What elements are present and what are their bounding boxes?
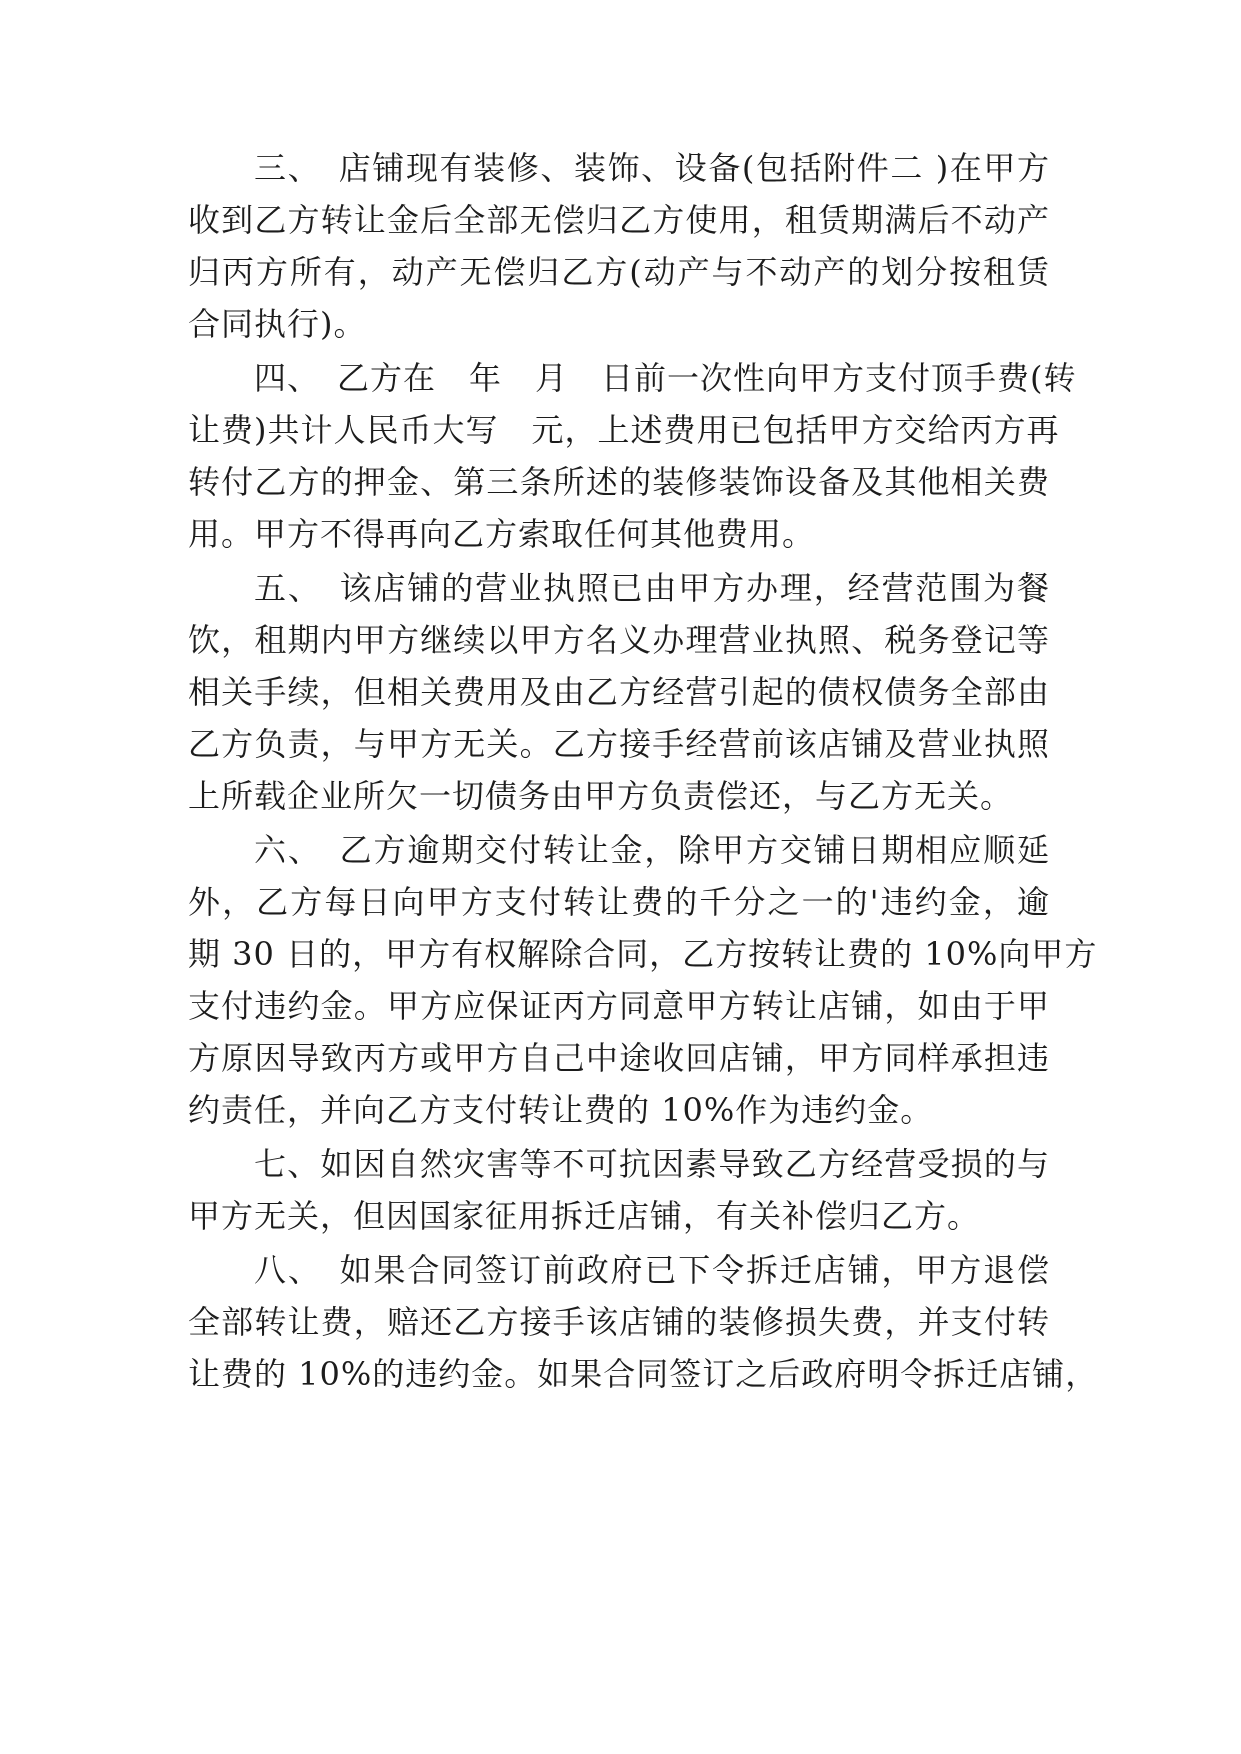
clause-7-line-2: 甲方无关，但因国家征用拆迁店铺，有关补偿归乙方。	[188, 1197, 981, 1235]
clause-6-line-3: 期 30 日的，甲方有权解除合同，乙方按转让费的 10%向甲方	[188, 935, 1098, 973]
clause-4-line-2: 让费)共计人民币大写 元，上述费用已包括甲方交给丙方再	[188, 411, 1060, 449]
clause-4-line-3: 转付乙方的押金、第三条所述的装修装饰设备及其他相关费	[188, 463, 1050, 501]
clause-4-line-1: 四、 乙方在 年 月 日前一次性向甲方支付顶手费(转	[254, 359, 1077, 397]
clause-6-line-5: 方原因导致丙方或甲方自己中途收回店铺，甲方同样承担违	[188, 1039, 1050, 1077]
clause-3-line-1: 三、 店铺现有装修、装饰、设备(包括附件二 )在甲方	[254, 149, 1050, 187]
clause-4-line-4: 用。甲方不得再向乙方索取任何其他费用。	[188, 515, 816, 553]
clause-3-line-3: 归丙方所有，动产无偿归乙方(动产与不动产的划分按租赁	[188, 253, 1050, 291]
clause-8-line-2: 全部转让费，赔还乙方接手该店铺的装修损失费，并支付转	[188, 1303, 1050, 1341]
clause-8-line-3: 让费的 10%的违约金。如果合同签订之后政府明令拆迁店铺，	[188, 1355, 1099, 1393]
clause-5-line-1: 五、 该店铺的营业执照已由甲方办理，经营范围为餐	[254, 569, 1050, 607]
clause-7-line-1: 七、如因自然灾害等不可抗因素导致乙方经营受损的与	[254, 1145, 1050, 1183]
clause-5-line-4: 乙方负责，与甲方无关。乙方接手经营前该店铺及营业执照	[188, 725, 1050, 763]
clause-5-line-2: 饮，租期内甲方继续以甲方名义办理营业执照、税务登记等	[188, 621, 1050, 659]
clause-5-line-5: 上所载企业所欠一切债务由甲方负责偿还，与乙方无关。	[188, 777, 1014, 815]
clause-6-line-4: 支付违约金。甲方应保证丙方同意甲方转让店铺，如由于甲	[188, 987, 1050, 1025]
clause-6-line-6: 约责任，并向乙方支付转让费的 10%作为违约金。	[188, 1091, 934, 1129]
clause-5-line-3: 相关手续，但相关费用及由乙方经营引起的债权债务全部由	[188, 673, 1050, 711]
clause-3-line-2: 收到乙方转让金后全部无偿归乙方使用，租赁期满后不动产	[188, 201, 1050, 239]
clause-6-line-2: 外，乙方每日向甲方支付转让费的千分之一的'违约金，逾	[188, 883, 1050, 921]
clause-3-line-4: 合同执行)。	[188, 305, 367, 343]
clause-6-line-1: 六、 乙方逾期交付转让金，除甲方交铺日期相应顺延	[254, 831, 1050, 869]
clause-8-line-1: 八、 如果合同签订前政府已下令拆迁店铺，甲方退偿	[254, 1251, 1050, 1289]
